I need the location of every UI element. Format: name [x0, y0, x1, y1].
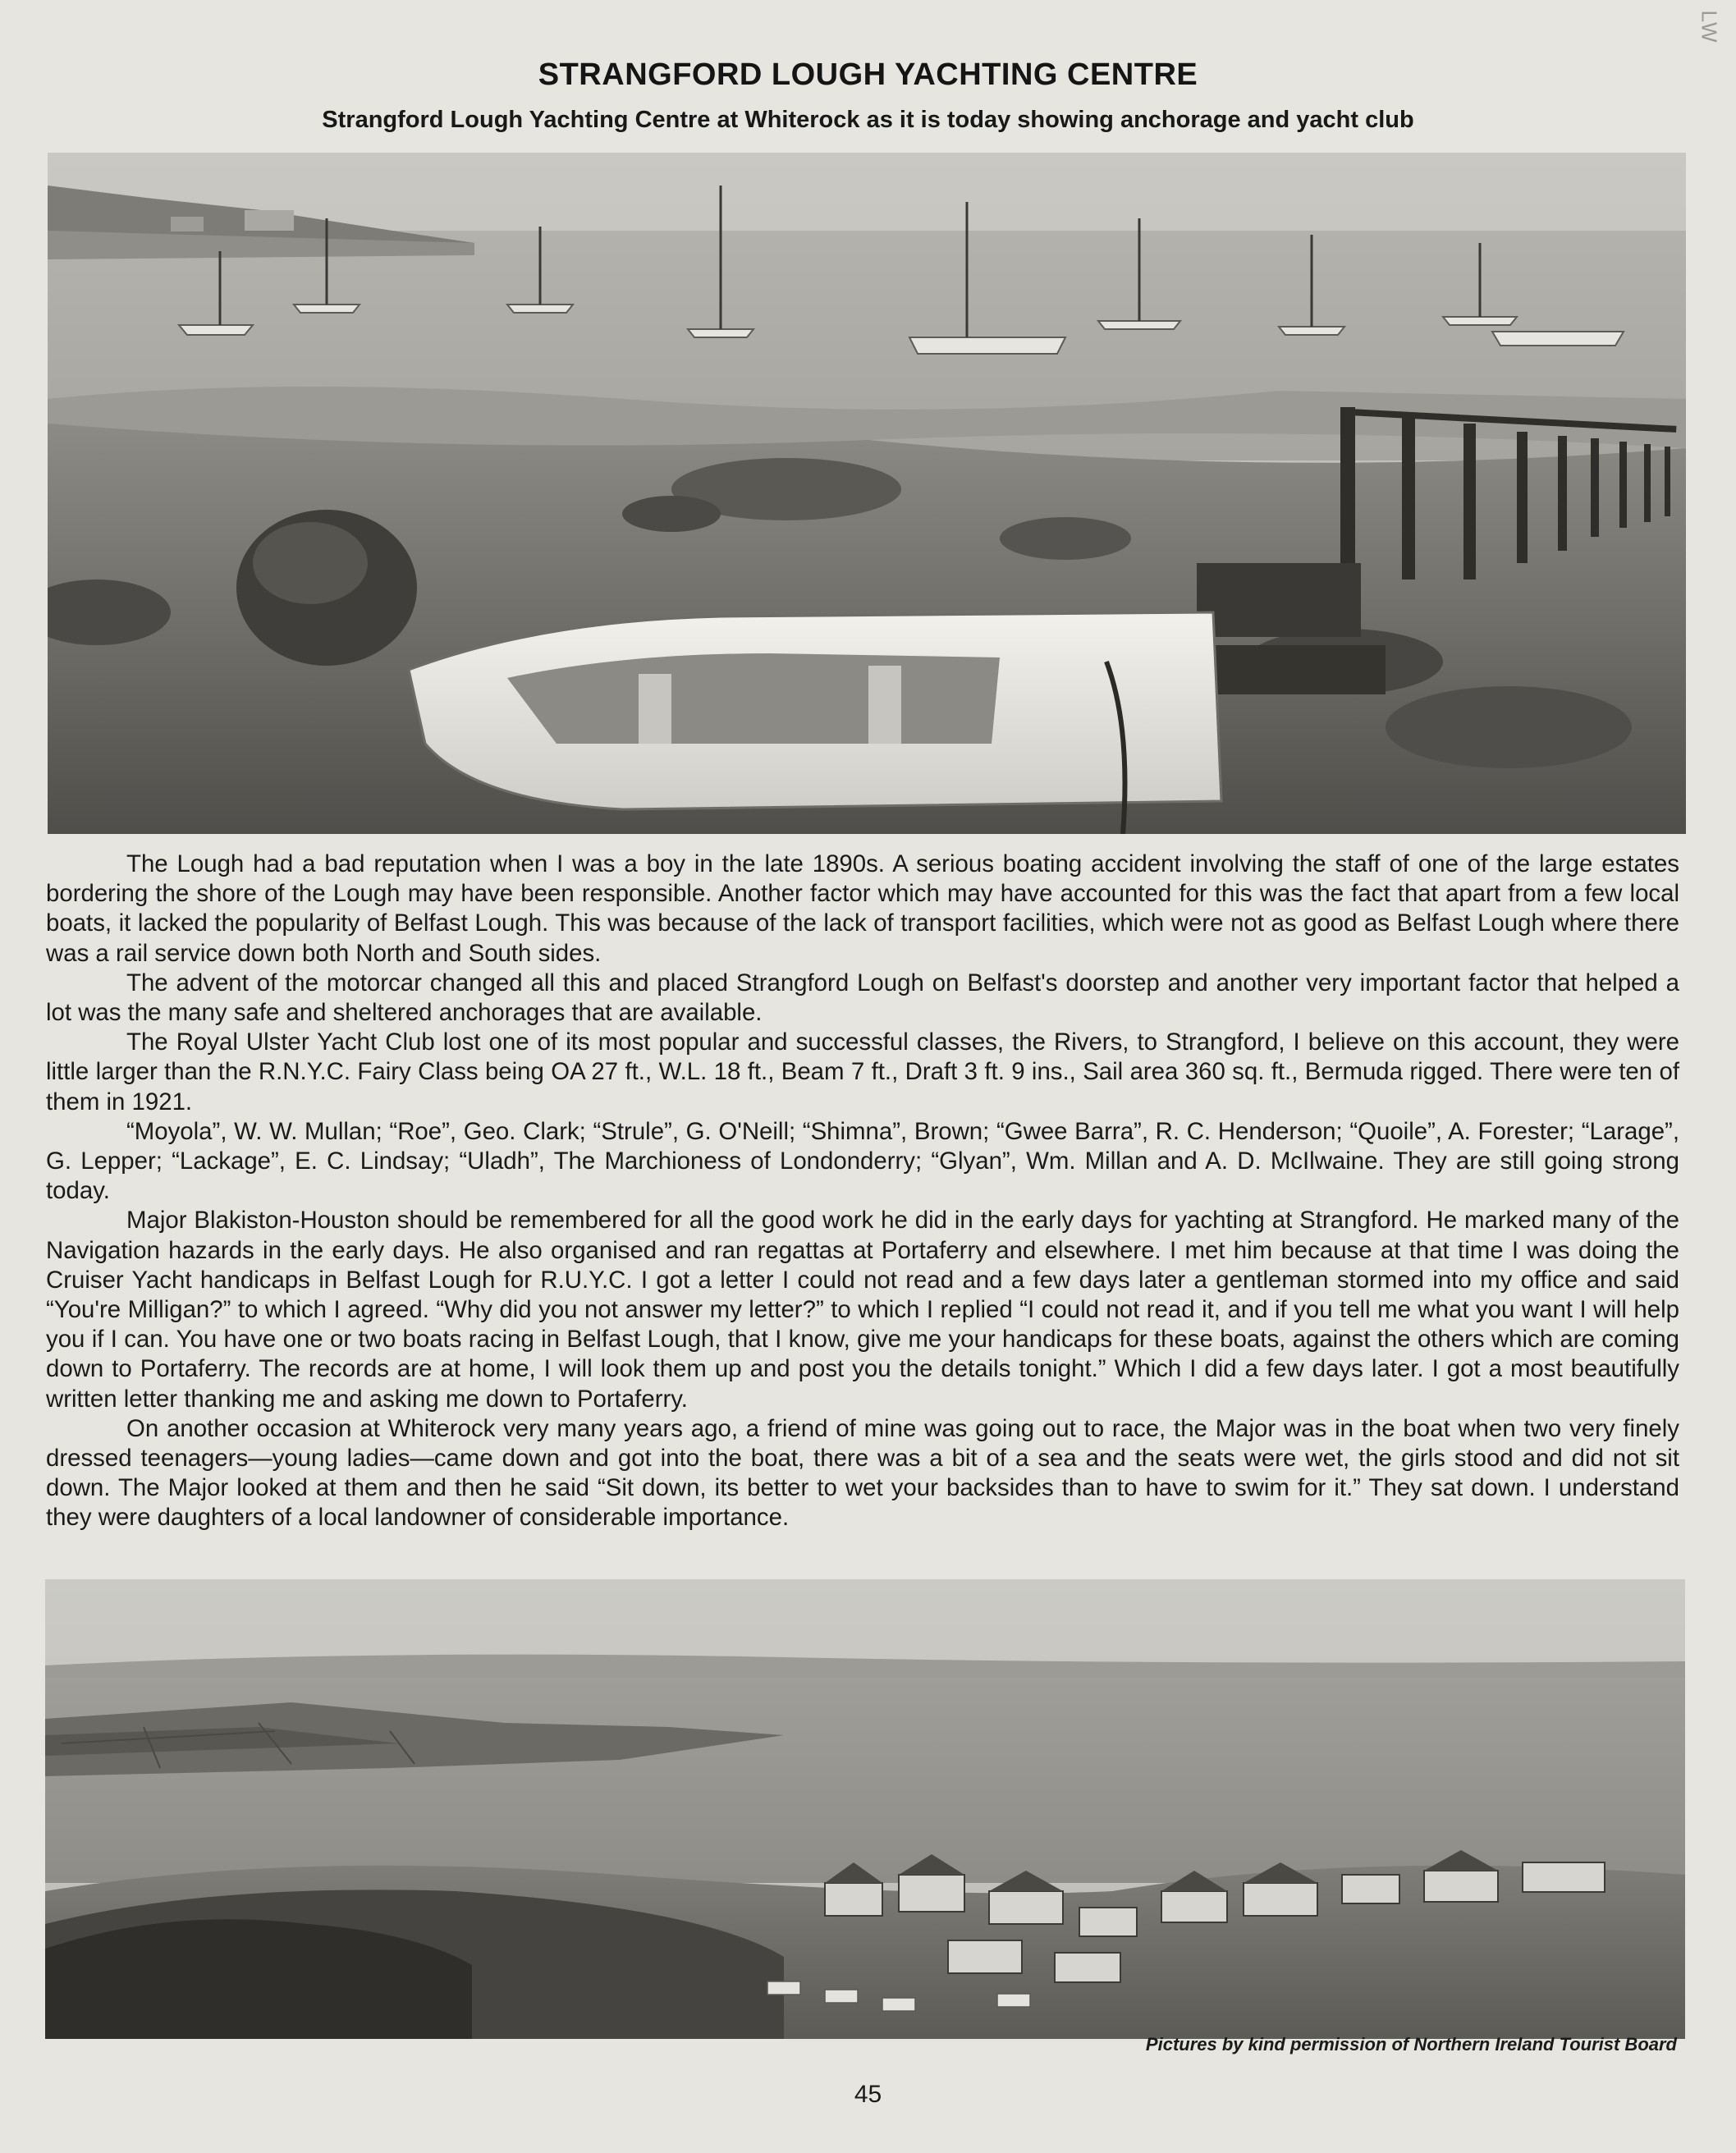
- photo-credit: Pictures by kind permission of Northern Ireland Tourist Board: [1145, 2034, 1677, 2055]
- anchorage-photo-image: [48, 153, 1686, 834]
- lough-aerial-photo: [45, 1579, 1685, 2039]
- paragraph: “Moyola”, W. W. Mullan; “Roe”, Geo. Clark; “Strule”, G. O'Neill; “Shimna”, Brown; “Gwee Barra”, R. C. Henderson; “Quoile”, A. Forester; “Larage”, G. Lepper; “Lackage”, E. C. Lindsay; “Uladh”, The Marchioness of Londonderry; “Glyan”, Wm. Millan and A. D. McIlwaine. They are still going strong today.: [46, 1117, 1679, 1205]
- paragraph: On another occasion at Whiterock very many years ago, a friend of mine was going out to race, the Major was in the boat when two very finely dressed teenagers—young ladies—came down and got into the boat, there was a bit of a sea and the seats were wet, the girls stood and did not sit down. The Major looked at them and then he said “Sit down, its better to wet your backsides than to have to swim for it.” They sat down. I understand they were daughters of a local landowner of considerable importance.: [46, 1414, 1679, 1532]
- paragraph: The advent of the motorcar changed all this and placed Strangford Lough on Belfast's doorstep and another very important factor that helped a lot was the many safe and sheltered anchorages that are available.: [46, 969, 1679, 1027]
- anchorage-photo: [48, 153, 1686, 834]
- page-title: STRANGFORD LOUGH YACHTING CENTRE: [538, 57, 1198, 92]
- photo-caption: Strangford Lough Yachting Centre at Whiterock as it is today showing anchorage and yacht club: [322, 107, 1414, 133]
- paragraph: The Royal Ulster Yacht Club lost one of its most popular and successful classes, the Rivers, to Strangford, I believe on this account, they were little larger than the R.N.Y.C. Fairy Class being OA 27 ft., W.L. 18 ft., Beam 7 ft., Draft 3 ft. 9 ins., Sail area 360 sq. ft., Bermuda rigged. There were ten of them in 1921.: [46, 1028, 1679, 1115]
- paragraph: Major Blakiston-Houston should be remembered for all the good work he did in the early days for yachting at Strangford. He marked many of the Navigation hazards in the early days. He also organised and ran regattas at Portaferry and elsewhere. I met him because at that time I was doing the Cruiser Yacht handicaps in Belfast Lough for R.U.Y.C. I got a letter I could not read and a few days later a gentleman stormed into my office and said “You're Milligan?” to which I agreed. “Why did you not answer my letter?” to which I replied “I could not read it, and if you tell me what you want I will help you if I can. You have one or two boats racing in Belfast Lough, that I know, give me your handicaps for these boats, against the others which are coming down to Portaferry. The records are at home, I will look them up and post you the details tonight.” Which I did a few days later. I got a most beautifully written letter thanking me and asking me down to Portaferry.: [46, 1207, 1679, 1413]
- article-body: [46, 850, 1679, 1533]
- corner-mark: LW: [1697, 10, 1722, 44]
- page-number: 45: [854, 2081, 882, 2108]
- lough-aerial-photo-image: [45, 1579, 1685, 2039]
- paragraph: The Lough had a bad reputation when I was a boy in the late 1890s. A serious boating accident involving the staff of one of the large estates bordering the shore of the Lough may have been responsible. Another factor which may have accounted for this was the fact that apart from a few local boats, it lacked the popularity of Belfast Lough. This was because of the lack of transport facilities, which were not as good as Belfast Lough where there was a rail service down both North and South sides.: [46, 850, 1679, 967]
